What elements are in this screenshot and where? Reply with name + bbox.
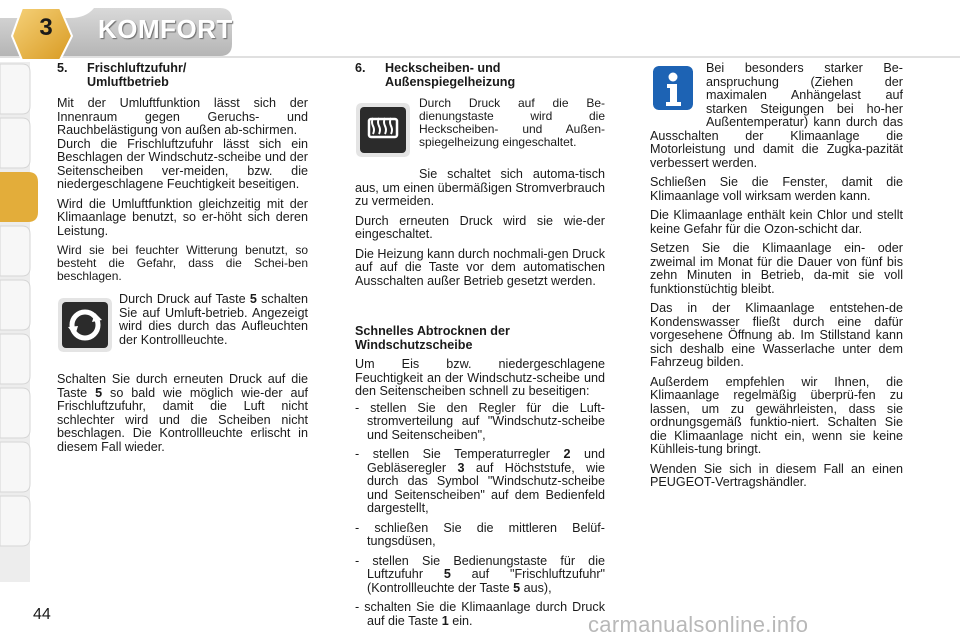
section-heading-6: 6. Heckscheiben- und Außenspiegelheizung: [355, 61, 516, 89]
list-item: - schließen Sie die mittleren Belüf-tungsdüsen,: [355, 520, 605, 548]
chapter-tab: [0, 118, 30, 168]
rear-defrost-icon: [356, 103, 410, 157]
paragraph: Wird die Umluftfunktion gleichzeitig mit der Klimaanlage benutzt, so er-höht sich deren Leistung.: [57, 196, 308, 238]
watermark: carmanualsonline.info: [588, 612, 809, 637]
section-heading-5: 5. Frischluftzufuhr/ Umluftbetrieb: [57, 61, 187, 89]
chapter-tab: [0, 388, 30, 438]
paragraph: Wird sie bei feuchter Witterung benutzt, so besteht die Gefahr, dass die Schei-ben beschlagen.: [57, 243, 308, 283]
chapter-tab: [0, 496, 30, 546]
page-number: 44: [33, 606, 51, 623]
chapter-number: 3: [39, 14, 53, 41]
chapter-tabs: [0, 62, 44, 582]
chapter-tab: [0, 226, 30, 276]
paragraph: Schließen Sie die Fenster, damit die Klimaanlage voll wirksam werden kann.: [650, 175, 903, 203]
column-3: [650, 62, 903, 496]
paragraph: Die Klimaanlage enthält kein Chlor und stellt keine Gefahr für die Ozon-schicht dar.: [650, 208, 903, 236]
paragraph: Durch die Frischluftzufuhr lässt sich ein Beschlagen der Windschutz-scheibe und der Seitenscheiben ver-meiden, bzw. die niedergeschlagene Feuchtigkeit beseitigen.: [57, 136, 308, 191]
air-recirculation-icon: [58, 298, 112, 352]
list-item: - stellen Sie Temperaturregler 2 und Gebläseregler 3 auf Höchststufe, wie durch das Symbol "Windschutz-scheibe und Seitenscheiben" auf dem Bedienfeld dargestellt,: [355, 447, 605, 515]
paragraph: Um Eis bzw. niedergeschlagene Feuchtigkeit an der Windschutz-scheibe und den Seitenscheiben schnell zu beseitigen:: [355, 357, 605, 398]
paragraph: Wenden Sie sich in diesem Fall an einen PEUGEOT-Vertragshändler.: [650, 461, 903, 489]
paragraph: Bei besonders starker Be-anspruchung (Ziehen der maximalen Anhängelast auf starken Steigungen bei ho-her Außentemperatur) kann durch das Ausschalten der Klimaanlage die Motorleistung und damit die Zugka-pazität verbessert werden.: [650, 61, 903, 170]
paragraph: Außerdem empfehlen wir Ihnen, die Klimaanlage regelmäßig überprü-fen zu lassen, um zu gewährleisten, dass sie ordnungsgemäß funktio-niert. Schalten Sie die Klimaanlage nicht ein, wenn sie keine Kühlleis-tung bringt.: [650, 374, 903, 456]
chapter-tab: [0, 280, 30, 330]
paragraph: Setzen Sie die Klimaanlage ein- oder zweimal im Monat für die Dauer von fünf bis zehn Minuten in Betrieb, da-mit sie voll funktionstüchtig bleibt.: [650, 241, 903, 296]
chapter-tab: [0, 442, 30, 492]
paragraph: Sie schaltet sich automa-tisch aus, um einen übermäßigen Stromverbrauch zu vermeiden.: [355, 167, 605, 208]
chapter-tab: [0, 334, 30, 384]
sub-heading: Schnelles Abtrocknen der Windschutzscheibe: [355, 324, 510, 352]
paragraph: Die Heizung kann durch nochmali-gen Druck auf auf die Taste vor dem automatischen Ausschalten außer Betrieb gesetzt werden.: [355, 246, 605, 288]
chapter-tab: [0, 64, 30, 114]
paragraph: Durch Druck auf Taste 5 schalten Sie auf Umluft-betrieb. Angezeigt wird dies durch das Aufleuchten der Kontrollleuchte.: [119, 292, 309, 347]
paragraph: Schalten Sie durch erneuten Druck auf die Taste 5 so bald wie möglich wie-der auf Frischluftzufuhr, damit die Luft nicht schlechter wird und die Scheiben nicht beschlagen. Die Kontrollleuchte erlischt in diesem Fall wieder.: [57, 372, 308, 454]
column-1: [57, 62, 308, 460]
column-2: [355, 62, 605, 634]
list-item: - stellen Sie Bedienungstaste für die Luftzufuhr 5 auf "Frischluftzufuhr" (Kontrollleuchte der Taste 5 aus),: [355, 553, 605, 595]
paragraph: Mit der Umluftfunktion lässt sich der Innenraum gegen Geruchs- und Rauchbelästigung von außen ab-schirmen.: [57, 96, 308, 137]
paragraph: Durch Druck auf die Be-dienungstaste wird die Heckscheiben- und Außen-spiegelheizung eingeschaltet.: [419, 96, 605, 149]
list-item: - stellen Sie den Regler für die Luft-stromverteilung auf "Windschutz-scheibe und Seitenscheiben",: [355, 400, 605, 442]
paragraph: Durch erneuten Druck wird sie wie-der eingeschaltet.: [355, 213, 605, 241]
info-icon: [653, 66, 693, 110]
list-item: - schalten Sie die Klimaanlage durch Druck auf die Taste 1 ein.: [355, 600, 605, 628]
paragraph: Das in der Klimaanlage entstehen-de Kondenswasser fließt durch eine dafür vorgesehene Öffnung ab. Im Stillstand kann sich deshalb eine Wasserlache unter dem Fahrzeug bilden.: [650, 301, 903, 369]
page-title: KOMFORT: [98, 14, 233, 44]
chapter-tab-active: [0, 172, 38, 222]
